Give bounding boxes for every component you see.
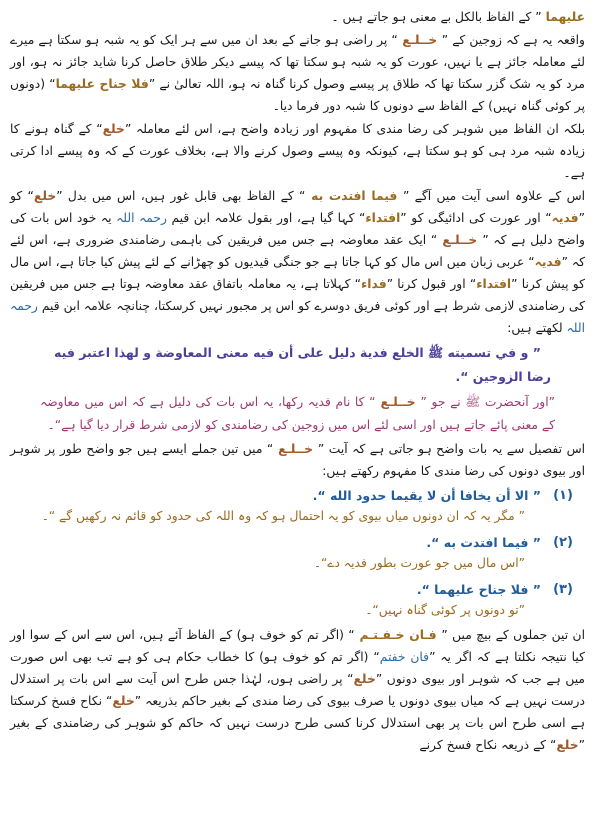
keyword: فـان خـفـتـم (354, 628, 442, 642)
paragraph-2 (10, 29, 585, 117)
reference-list (10, 488, 585, 623)
keyword: خلع (33, 189, 57, 203)
text: لکھتے ہیں: (507, 321, 567, 335)
keyword: خــلـع (273, 442, 318, 456)
text: واقعہ یہ ہے کہ زوجین کے ” (441, 33, 585, 47)
reference-arabic: ” الا أن يخافا أن لا يقيما حدود الله “. (312, 488, 541, 503)
text: ” کے الفاظ بالکل بے معنی ہو جاتے ہیں ۔ (331, 10, 546, 24)
text: “ (اگر تم کو خوف ہو) کے الفاظ آئے ہیں، اس سے اس کے سوا اور کیا نتیجہ نکلتا ہے کہ اگر یہ ” (10, 628, 585, 664)
reference-translation: ” مگر یہ کہ ان دونوں میاں بیوی کو یہ احتمال ہو کہ وہ اللہ کی حدود کو قائم نہ رکھیں گے “۔ (41, 509, 525, 523)
text: “ پر راضی ہوں، لہٰذا جس طرح اس آیت سے اس بات پر استدلال درست نہیں ہے کہ میاں بیوی دونوں یا صرف بیوی کی رضا مندی کے بغیر حاکم بذریعہ ” (10, 672, 585, 708)
keyword: خلع (353, 672, 376, 686)
reference-item (10, 582, 585, 597)
keyword: خــلـع (437, 233, 483, 247)
text: “ (اگر تم کو خوف ہو) کا خطاب حکام ہی کو ہے تب بھی اس صورت میں ہے جب کہ شوہر اور بیوی دونوں ” (10, 650, 585, 686)
keyword: خــلـع (375, 395, 421, 409)
paragraph-6 (10, 624, 585, 756)
paragraph-3 (10, 118, 585, 184)
arabic-quote: ” و في تسميته ﷺ الخلع فدية دليل على أن فيه معنى المعاوضة و لهذا اعتبر فيه رضا الزوجين “. (54, 345, 551, 384)
paragraph-5 (10, 438, 585, 482)
keyword: علیھما (545, 10, 585, 24)
keyword: فلا جناح علیھما (55, 77, 149, 91)
text: “ نکاح فسخ کرسکتا ہے اسی طرح اس بات پر بھی استدلال کرنا کسی طرح درست نہیں کہ حاکم کو شوہر کی رضامندی کے بغیر ” (10, 694, 585, 752)
paragraph-1 (10, 6, 585, 28)
text: “ کا نام فدیہ رکھا، یہ اس بات کی دلیل ہے کہ اس میں معاوضہ کے معنی پائے جاتے ہیں اور اسی لئے اس میں زوجین کی رضامندی کو لازمی شرط قرار دیا گیا ہے“۔ (40, 395, 555, 432)
reference-arabic: ” فلا جناح عليهما “. (416, 582, 541, 597)
keyword: فیما افتدت به (305, 189, 403, 203)
reference-number: (۲) (553, 535, 573, 550)
text: بلکہ ان الفاظ میں شوہر کی رضا مندی کا مفہوم اور زیادہ واضح ہے، اس لئے معاملہ ” (124, 122, 585, 136)
text: یہ خود اس بات کی واضح دلیل ہے کہ ” (10, 211, 585, 247)
reference-item (10, 488, 585, 503)
keyword: خلع (556, 738, 579, 752)
keyword: فدیہ (534, 255, 562, 269)
text: “ کو ” (10, 189, 585, 225)
reference-number: (۱) (553, 488, 573, 503)
text: “ کے ذریعہ نکاح فسخ کرنے (419, 738, 557, 752)
text: اس تفصیل سے یہ بات واضح ہو جاتی ہے کہ آیت ” (317, 442, 585, 456)
text: “ پر راضی ہو جانے کے بعد ان میں سے ہر ایک کو یہ شبہ ہو سکتا ہے میرے لئے معاملہ جائز ہے یا نہیں، عورت کو یہ شبہ ہو سکتا تھا کہ پیسے دیکر طلاق حاصل کرنا شاید جائز نہ ہو، اور مرد کو یہ شک گزر سکتا تھا کہ طلاق پر پیسے وصول کرنا گناہ نہ ہو، اللہ تعالیٰ نے ” (10, 33, 585, 91)
keyword: فداء (361, 277, 387, 291)
text: “ کے گناہ ہونے کا زیادہ شبہ مرد ہی کو ہو سکتا ہے، کیونکہ وہ پیسے وصول کرنے والا ہے، بخلاف عورت کے کہ وہ پیسے ادا کرتی ہے۔ (10, 122, 585, 180)
keyword: خــلـع (397, 33, 442, 47)
keyword: فدیہ (551, 211, 579, 225)
keyword: افتداء (365, 211, 401, 225)
text: “ اور عورت کی ادائیگی کو ” (400, 211, 552, 225)
reference-translation: ”تو دونوں پر کوئی گناہ نہیں“۔ (365, 603, 525, 617)
text: ”اور آنحضرت ﷺ نے جو ” (420, 395, 555, 409)
keyword: خلع (102, 122, 125, 136)
text: “ میں تین جملے ایسے ہیں جو واضح طور پر شوہر اور بیوی دونوں کی رضا مندی کا مفہوم رکھتے ہیں: (10, 442, 585, 478)
honorific: رحمہ اللہ (10, 299, 585, 335)
text: “ کے الفاظ بھی قابل غور ہیں، اس میں بدل ” (56, 189, 306, 203)
keyword: فان خفتم (379, 650, 430, 664)
reference-arabic: ” فيما افتدت به “. (426, 535, 541, 550)
text: “ کہلاتا ہے، یہ معاملہ باتفاق عقد معاوضہ ہوتا ہے جس میں فریقین کی رضامندی لازمی شرط ہے اور کوئی فریق دوسرے کو اس پر مجبور نہیں کرسکتا، چنانچہ علامہ ابن قیم (10, 277, 585, 313)
reference-item (10, 535, 585, 550)
paragraph-4 (10, 185, 585, 339)
keyword: خلع (112, 694, 135, 708)
reference-number: (۳) (553, 582, 573, 597)
honorific: رحمہ اللہ (116, 211, 167, 225)
urdu-quote (10, 391, 585, 437)
reference-translation: ”اس مال میں جو عورت بطور فدیہ دے“۔ (313, 556, 525, 570)
text: ان تین جملوں کے بیچ میں ” (441, 628, 586, 642)
text: “ عربی زبان میں اس مال کو کہا جاتا ہے جو جنگی قیدیوں کو چھڑانے کے لئے پیش کیا جاتا ہے، اس مال کو پیش کرنا ” (10, 255, 585, 291)
text: “ ایک عقد معاوضہ ہے جس میں فریقین کی باہمی رضامندی ضروری ہے، اس لئے کہ ” (10, 233, 585, 269)
text: اس کے علاوہ اسی آیت میں آگے ” (402, 189, 585, 203)
text: “ (دونوں پر کوئی گناہ نہیں) کے الفاظ سے دونوں کا شبہ دور فرما دیا۔ (10, 77, 585, 113)
text: “ اور قبول کرنا ” (386, 277, 477, 291)
text: “ کہا گیا ہے، اور بقول علامہ ابن قیم (166, 211, 366, 225)
keyword: افتداء (476, 277, 512, 291)
